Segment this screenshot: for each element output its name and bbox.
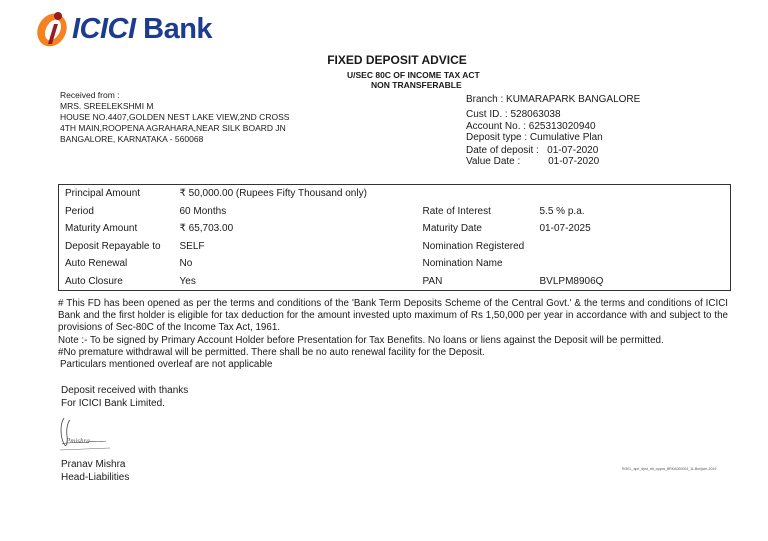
field-label: Maturity Date — [422, 223, 482, 235]
cust-id: Cust ID. : 528063038 — [466, 109, 561, 121]
field-label: Rate of Interest — [422, 205, 491, 217]
field-value — [534, 185, 731, 203]
document-reference: RGEL_aprl_dpst_fdt_cyqna_BRKA000004_11-Bm/jwm-2019 — [622, 467, 717, 471]
customer-name: MRS. SREELEKSHMI M — [60, 101, 154, 111]
document-title: FIXED DEPOSIT ADVICE — [327, 53, 467, 67]
signatory-block — [61, 459, 129, 484]
svg-text:Pmishra: Pmishra — [66, 437, 90, 445]
address-line: BANGALORE, KARNATAKA - 560068 — [60, 134, 204, 144]
field-label — [417, 185, 534, 203]
terms-notes — [58, 298, 728, 371]
field-label: Auto Closure — [65, 275, 123, 287]
table-row — [59, 220, 731, 238]
field-label: PAN — [422, 275, 443, 287]
field-value: 01-07-2025 — [539, 223, 591, 235]
table-row — [59, 185, 731, 203]
bank-name: ICICI Bank — [72, 13, 213, 45]
field-label: Principal Amount — [65, 188, 141, 200]
subtitle-transfer: NON TRANSFERABLE — [371, 80, 462, 90]
field-label: Period — [65, 205, 94, 217]
table-row — [59, 203, 731, 221]
value-date: Value Date : 01-07-2020 — [466, 156, 600, 168]
received-label: Received from : — [60, 90, 120, 100]
closing-block — [61, 385, 188, 410]
note-withdrawal: #No premature withdrawal will be permitted. There shall be no auto renewal facility for the Deposit. — [58, 346, 485, 358]
field-value: ₹ 50,000.00 (Rupees Fifty Thousand only) — [179, 188, 367, 200]
field-value — [534, 255, 731, 273]
received-from-block — [60, 90, 289, 145]
field-value: SELF — [179, 240, 205, 252]
note-signing: Note :- To be signed by Primary Account Holder before Presentation for Tax Benefits. No loans or liens against the Deposit will be permitted. — [58, 334, 664, 346]
subtitle-section: U/SEC 80C OF INCOME TAX ACT — [347, 70, 480, 80]
table-row — [59, 273, 731, 291]
signatory-name: Pranav Mishra — [61, 459, 126, 470]
account-no: Account No. : 625313020940 — [466, 120, 596, 132]
signatory-title: Head-Liabilities — [61, 471, 130, 483]
field-label: Auto Renewal — [65, 258, 128, 270]
field-value — [534, 238, 731, 256]
icici-logo — [34, 6, 244, 50]
for-bank: For ICICI Bank Limited. — [61, 397, 165, 409]
note-overleaf: Particulars mentioned overleaf are not applicable — [60, 359, 273, 371]
field-value: No — [179, 258, 193, 270]
field-value: 5.5 % p.a. — [539, 205, 585, 217]
table-row — [59, 238, 731, 256]
field-value: BVLPM8906Q — [539, 275, 604, 287]
field-label: Maturity Amount — [65, 223, 138, 235]
date-of-deposit: Date of deposit : 01-07-2020 — [466, 145, 599, 157]
field-value: 60 Months — [179, 205, 227, 217]
received-thanks: Deposit received with thanks — [61, 385, 189, 396]
note-tax: # This FD has been opened as per the terms and conditions of the 'Bank Term Deposits Scheme of the Central Govt.' & the terms and conditions of ICICI Bank and the first holder is eligible for tax deduction for the amount invested upto maximum of Rs 1,50,000 per year in accordance with and subject to the provisions of Sec-80C of the Income Tax Act, 1961. — [58, 298, 728, 334]
field-value: Yes — [179, 275, 196, 287]
deposit-type: Deposit type : Cumulative Plan — [466, 131, 603, 143]
field-value: ₹ 65,703.00 — [179, 223, 234, 235]
field-label: Deposit Repayable to — [65, 240, 161, 252]
icici-emblem-icon — [34, 6, 74, 50]
deposit-details-table — [58, 184, 731, 291]
field-label: Nomination Name — [422, 258, 503, 270]
signature-image — [58, 414, 112, 458]
address-line: 4TH MAIN,ROOPENA AGRAHARA,NEAR SILK BOARD JN — [60, 123, 286, 133]
field-label: Nomination Registered — [422, 240, 525, 252]
address-line: HOUSE NO.4407,GOLDEN NEST LAKE VIEW,2ND CROSS — [60, 112, 290, 122]
table-row — [59, 255, 731, 273]
branch: Branch : KUMARAPARK BANGALORE — [466, 94, 641, 105]
branch-info-block — [466, 94, 640, 168]
